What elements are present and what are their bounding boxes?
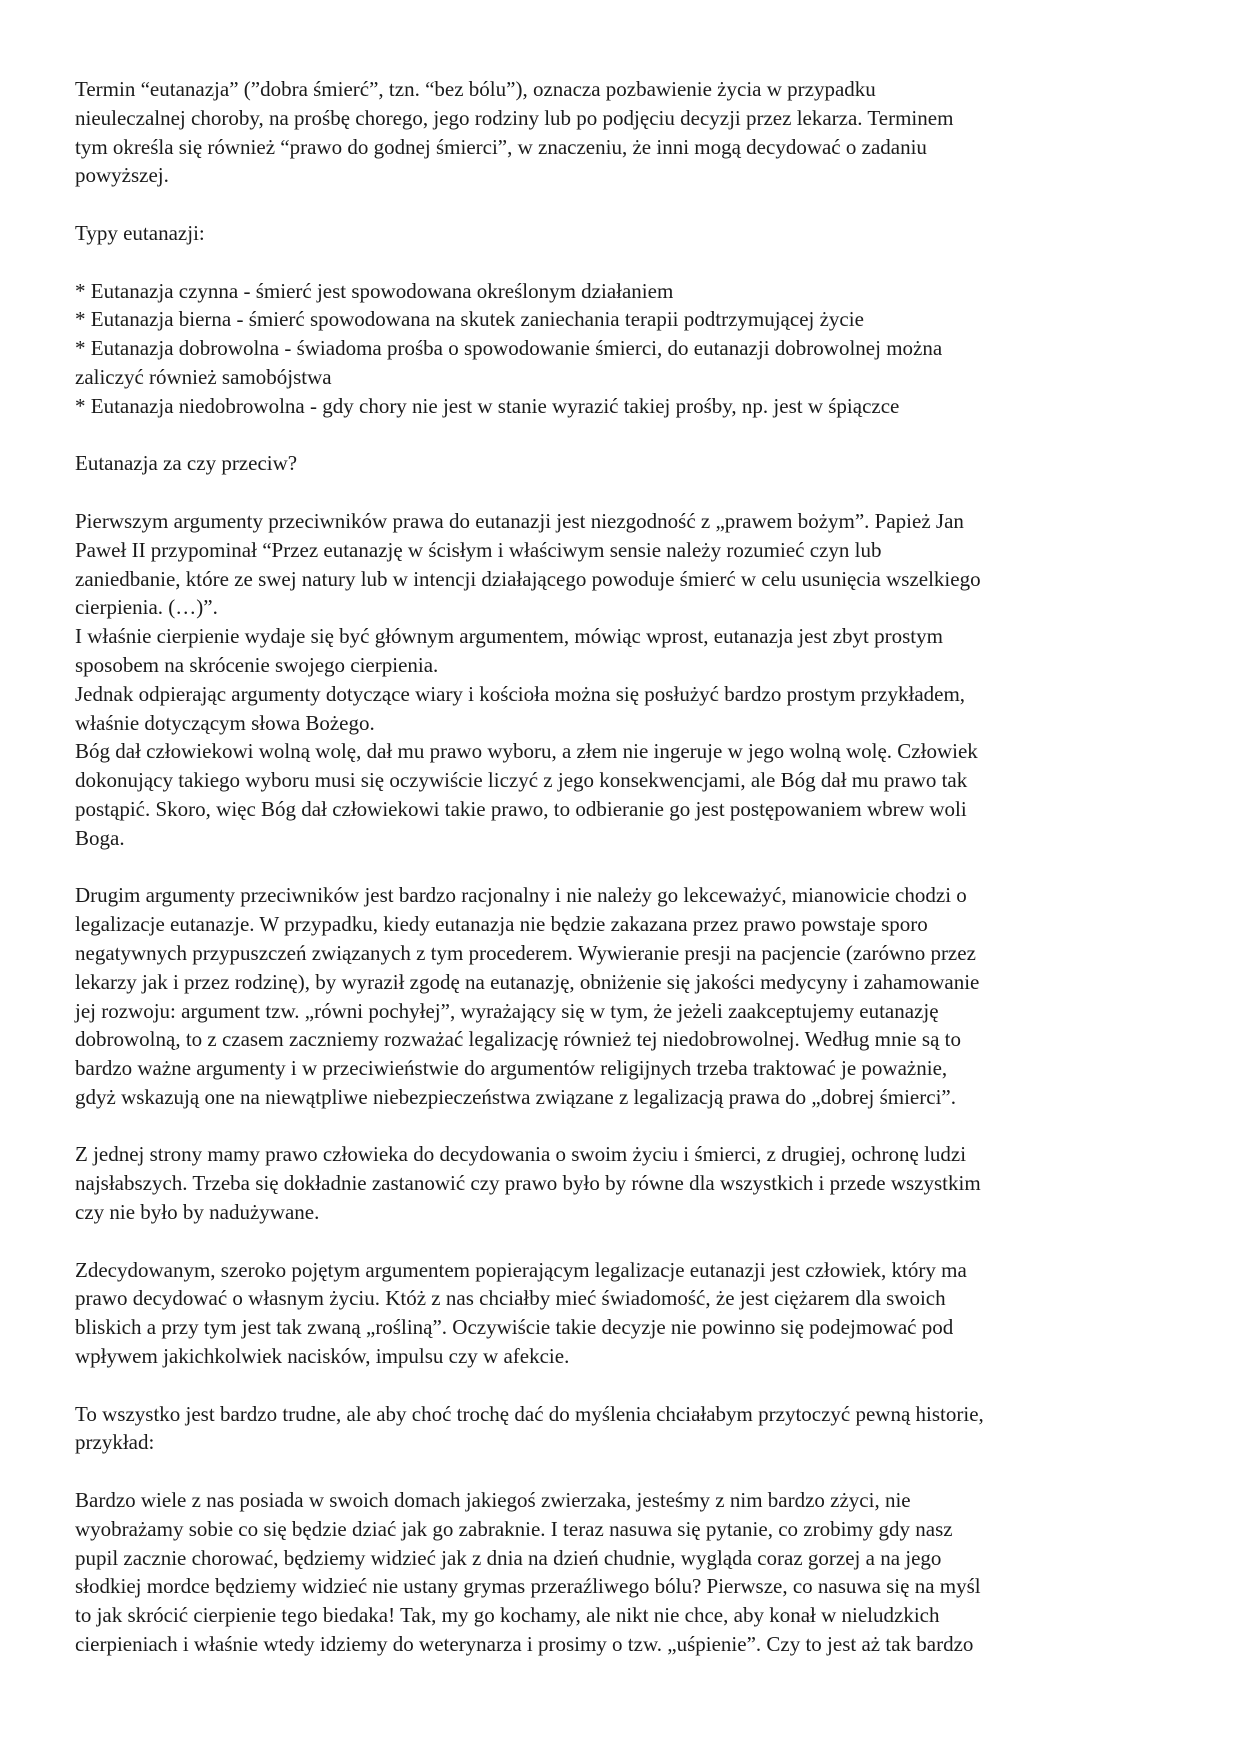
text-line: Drugim argumenty przeciwników jest bardzo racjonalny i nie należy go lekceważyć, mianowicie chodzi o — [75, 883, 967, 908]
document-page — [75, 75, 1167, 1688]
text-line: najsłabszych. Trzeba się dokładnie zastanowić czy prawo było by równe dla wszystkich i przede wszystkim — [75, 1171, 981, 1196]
text-line: czy nie było by nadużywane. — [75, 1200, 320, 1225]
text-line: dokonujący takiego wyboru musi się oczywiście liczyć z jego konsekwencjami, ale Bóg dał mu prawo tak — [75, 768, 968, 793]
text-line: słodkiej mordce będziemy widzieć nie ustany grymas przeraźliwego bólu? Pierwsze, co nasuwa się na myśl — [75, 1574, 981, 1599]
paragraph — [75, 881, 1167, 1111]
text-line: Bóg dał człowiekowi wolną wolę, dał mu prawo wyboru, a złem nie ingeruje w jego wolną wolę. Człowiek — [75, 739, 978, 764]
text-line: cierpieniach i właśnie wtedy idziemy do weterynarza i prosimy o tzw. „uśpienie”. Czy to jest aż tak bardzo — [75, 1632, 974, 1657]
text-line: gdyż wskazują one na niewątpliwe niebezpieczeństwa związane z legalizacją prawa do „dobrej śmierci”. — [75, 1084, 956, 1109]
text-line: Typy eutanazji: — [75, 220, 205, 245]
text-line: lekarzy jak i przez rodzinę), by wyraził zgodę na eutanazję, obniżenie się jakości medycyny i zahamowanie — [75, 969, 980, 994]
text-line: wpływem jakichkolwiek nacisków, impulsu czy w afekcie. — [75, 1344, 570, 1369]
text-line: zaliczyć również samobójstwa — [75, 364, 332, 389]
text-line: I właśnie cierpienie wydaje się być głównym argumentem, mówiąc wprost, eutanazja jest zbyt prostym — [75, 624, 943, 649]
paragraph — [75, 1256, 1167, 1371]
paragraph — [75, 449, 1167, 478]
paragraph — [75, 507, 1167, 853]
text-line: Termin “eutanazja” (”dobra śmierć”, tzn. “bez bólu”), oznacza pozbawienie życia w przypadku — [75, 77, 876, 101]
text-line: wyobrażamy sobie co się będzie dziać jak go zabraknie. I teraz nasuwa się pytanie, co zrobimy gdy nasz — [75, 1516, 953, 1541]
text-line: legalizacje eutanazje. W przypadku, kiedy eutanazja nie będzie zakazana przez prawo powstaje sporo — [75, 912, 928, 937]
text-line: jej rozwoju: argument tzw. „równi pochyłej”, wyrażający się w tym, że jeżeli zaakceptujemy eutanazję — [75, 998, 939, 1023]
paragraph — [75, 219, 1167, 248]
text-line: * Eutanazja dobrowolna - świadoma prośba o spowodowanie śmierci, do eutanazji dobrowolnej można — [75, 336, 943, 361]
text-line: właśnie dotyczącym słowa Bożego. — [75, 710, 375, 735]
text-line: Pierwszym argumenty przeciwników prawa do eutanazji jest niezgodność z „prawem bożym”. Papież Jan — [75, 508, 964, 533]
text-line: To wszystko jest bardzo trudne, ale aby choć trochę dać do myślenia chciałabym przytoczyć pewną historie, — [75, 1401, 984, 1426]
text-line: bliskich a przy tym jest tak zwaną „rośliną”. Oczywiście takie decyzje nie powinno się podejmować pod — [75, 1315, 954, 1340]
text-line: nieuleczalnej choroby, na prośbę chorego, jego rodziny lub po podjęciu decyzji przez lekarza. Terminem — [75, 105, 954, 130]
text-line: prawo decydować o własnym życiu. Któż z nas chciałby mieć świadomość, że jest ciężarem dla swoich — [75, 1286, 946, 1311]
text-line: Paweł II przypominał “Przez eutanazję w ścisłym i właściwym sensie należy rozumieć czyn lub — [75, 537, 882, 562]
text-line: postąpić. Skoro, więc Bóg dał człowiekowi takie prawo, to odbieranie go jest postępowaniem wbrew woli — [75, 796, 967, 821]
paragraph — [75, 1140, 1167, 1226]
text-line: pupil zacznie chorować, będziemy widzieć jak z dnia na dzień chudnie, wygląda coraz gorzej a na jego — [75, 1545, 942, 1570]
text-line: dobrowolną, to z czasem zaczniemy rozważać legalizację również tej niedobrowolnej. Według mnie są to — [75, 1027, 961, 1052]
paragraph — [75, 277, 1167, 421]
text-line: powyższej. — [75, 163, 169, 188]
paragraph — [75, 75, 1167, 190]
text-line: * Eutanazja czynna - śmierć jest spowodowana określonym działaniem — [75, 278, 674, 303]
text-line: * Eutanazja bierna - śmierć spowodowana na skutek zaniechania terapii podtrzymującej życie — [75, 307, 864, 332]
text-line: * Eutanazja niedobrowolna - gdy chory nie jest w stanie wyrazić takiej prośby, np. jest w śpiączce — [75, 393, 900, 418]
paragraph — [75, 1400, 1167, 1458]
text-line: bardzo ważne argumenty i w przeciwieństwie do argumentów religijnych trzeba traktować je poważnie, — [75, 1056, 948, 1081]
text-line: zaniedbanie, które ze swej natury lub w intencji działającego powoduje śmierć w celu usunięcia wszelkiego — [75, 566, 981, 591]
text-line: cierpienia. (…)”. — [75, 595, 218, 620]
text-line: przykład: — [75, 1430, 155, 1455]
paragraph — [75, 1486, 1167, 1659]
text-line: tym określa się również “prawo do godnej śmierci”, w znaczeniu, że inni mogą decydować o zadaniu — [75, 134, 927, 159]
text-line: Zdecydowanym, szeroko pojętym argumentem popierającym legalizacje eutanazji jest człowiek, który ma — [75, 1257, 967, 1282]
text-line: sposobem na skrócenie swojego cierpienia. — [75, 652, 439, 677]
text-line: to jak skrócić cierpienie tego biedaka! Tak, my go kochamy, ale nikt nie chce, aby konał w nieludzkich — [75, 1603, 940, 1628]
text-line: Z jednej strony mamy prawo człowieka do decydowania o swoim życiu i śmierci, z drugiej, ochronę ludzi — [75, 1142, 967, 1167]
text-line: Bardzo wiele z nas posiada w swoich domach jakiegoś zwierzaka, jesteśmy z nim bardzo zżyci, nie — [75, 1488, 911, 1513]
text-line: negatywnych przypuszczeń związanych z tym procederem. Wywieranie presji na pacjencie (zarówno przez — [75, 940, 976, 965]
text-line: Jednak odpierając argumenty dotyczące wiary i kościoła można się posłużyć bardzo prostym przykładem, — [75, 681, 966, 706]
text-line: Eutanazja za czy przeciw? — [75, 451, 298, 476]
text-line: Boga. — [75, 825, 125, 850]
